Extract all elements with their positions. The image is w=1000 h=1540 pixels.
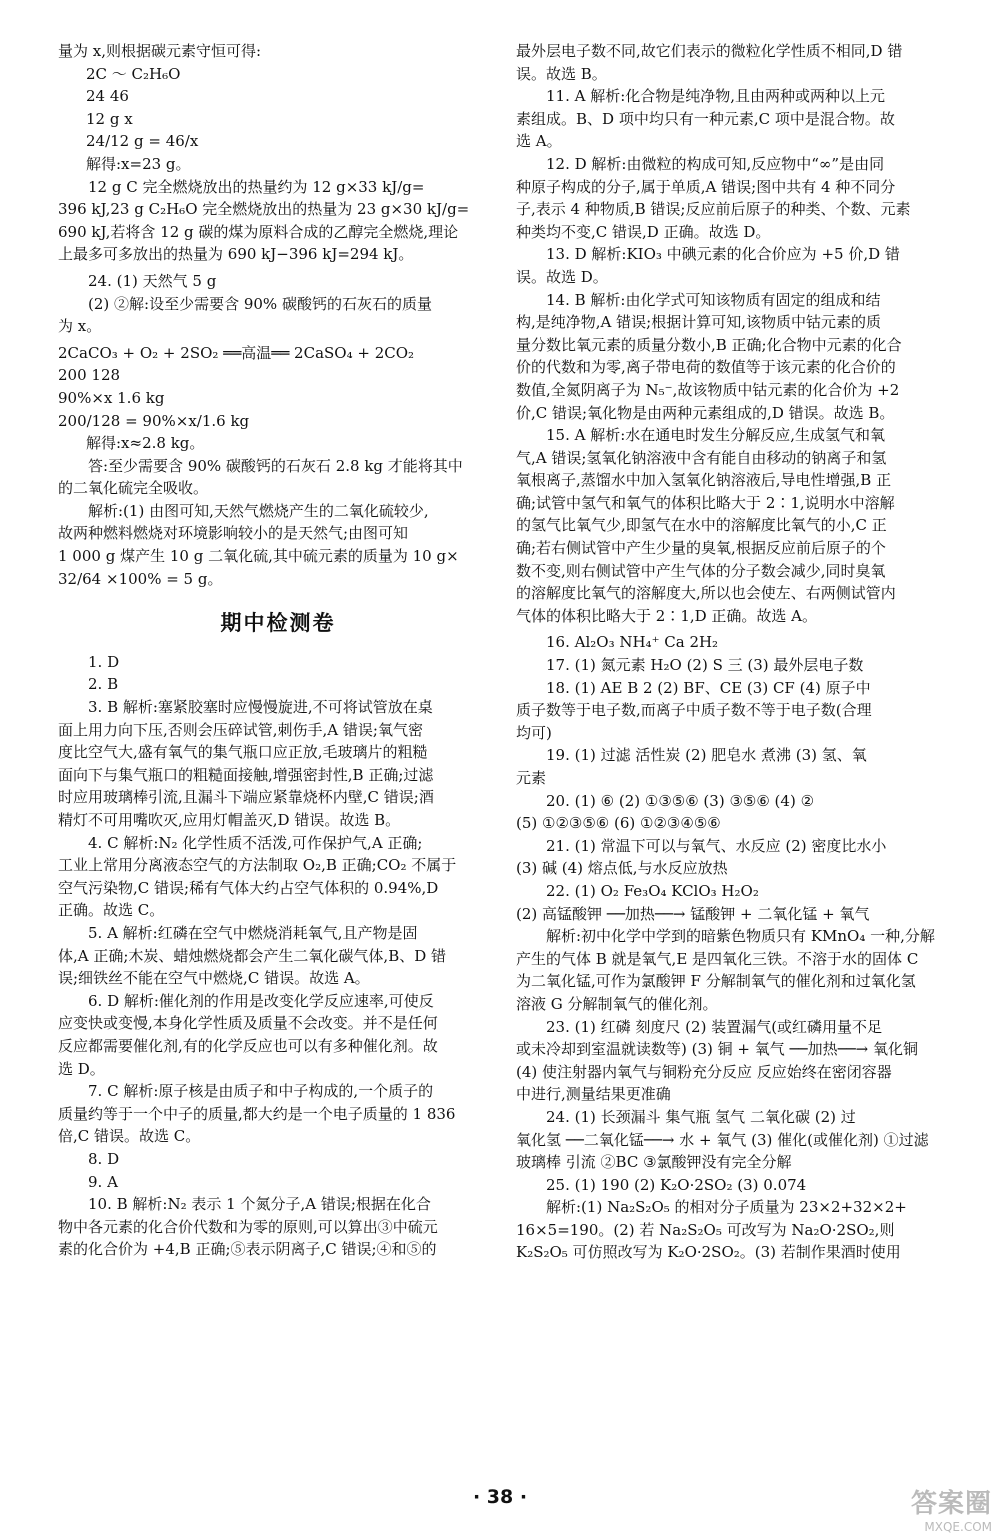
right-column bbox=[516, 40, 962, 1264]
text-line: 6. D 解析:催化剂的作用是改变化学反应速率,可使反 bbox=[88, 991, 434, 1010]
page-number: · 38 · bbox=[472, 1486, 528, 1508]
text-line: 10. B 解析:N₂ 表示 1 个氮分子,A 错误;根据在化合 bbox=[88, 1195, 431, 1214]
text-line: 18. (1) AE B 2 (2) BF、CE (3) CF (4) 原子中 bbox=[546, 678, 871, 697]
text-line: 上最多可多放出的热量为 690 kJ−396 kJ=294 kJ。 bbox=[58, 245, 414, 264]
text-line: 故两种燃料燃烧对环境影响较小的是天然气;由图可知 bbox=[58, 524, 409, 543]
text-line: 16×5=190。(2) 若 Na₂S₂O₅ 可改写为 Na₂O·2SO₂,则 bbox=[516, 1220, 895, 1239]
text-line: 工业上常用分离液态空气的方法制取 O₂,B 正确;CO₂ 不属于 bbox=[58, 856, 457, 875]
text-line: 22. (1) O₂ Fe₃O₄ KClO₃ H₂O₂ bbox=[546, 881, 759, 900]
text-line: 13. D 解析:KIO₃ 中碘元素的化合价应为 +5 价,D 错 bbox=[546, 245, 900, 264]
text-line: 确;试管中氢气和氧气的体积比略大于 2∶1,说明水中溶解 bbox=[516, 493, 895, 512]
text-line: 的溶解度比氧气的溶解度大,所以也会使左、右两侧试管内 bbox=[516, 584, 896, 603]
watermark-text: 答案圈 bbox=[910, 1489, 992, 1519]
text-line: 答:至少需要含 90% 碳酸钙的石灰石 2.8 kg 才能将其中 bbox=[88, 456, 463, 475]
text-line: 9. A bbox=[88, 1172, 118, 1191]
text-line: 氧根离子,蒸馏水中加入氢氧化钠溶液后,导电性增强,B 正 bbox=[516, 471, 892, 490]
text-line: (5) ①②③⑤⑥ (6) ①②③④⑤⑥ bbox=[516, 814, 721, 833]
text-line: K₂S₂O₅ 可仿照改写为 K₂O·2SO₂。(3) 若制作果酒时使用 bbox=[516, 1243, 901, 1262]
text-line: 或未冷却到室温就读数等) (3) 铜 + 氧气 ──加热──→ 氧化铜 bbox=[516, 1040, 918, 1059]
text-line: 17. (1) 氮元素 H₂O (2) S 三 (3) 最外层电子数 bbox=[546, 656, 864, 675]
text-line: 气体的体积比略大于 2∶1,D 正确。故选 A。 bbox=[516, 606, 818, 625]
text-line: 14. B 解析:由化学式可知该物质有固定的组成和结 bbox=[546, 290, 881, 309]
text-line: 精灯不可用嘴吹灭,应用灯帽盖灭,D 错误。故选 B。 bbox=[58, 811, 401, 829]
text-line: (4) 使注射器内氧气与铜粉充分反应 反应始终在密闭容器 bbox=[516, 1062, 892, 1081]
text-line: 素的化合价为 +4,B 正确;⑤表示阴离子,C 错误;④和⑤的 bbox=[58, 1240, 437, 1259]
text-line: 构,是纯净物,A 错误;根据计算可知,该物质中钴元素的质 bbox=[516, 313, 881, 332]
text-line: 氧化氢 ──二氧化锰──→ 水 + 氧气 (3) 催化(或催化剂) ①过滤 bbox=[516, 1130, 929, 1149]
text-line: 解析:(1) Na₂S₂O₅ 的相对分子质量为 23×2+32×2+ bbox=[546, 1198, 907, 1217]
text-line: 24/12 g = 46/x bbox=[86, 132, 199, 151]
text-line: 元素 bbox=[516, 769, 547, 787]
text-line: 解析:初中化学中学到的暗紫色物质只有 KMnO₄ 一种,分解 bbox=[546, 927, 935, 946]
text-line: 量分数比氧元素的质量分数小,B 正确;化合物中元素的化合 bbox=[516, 335, 902, 354]
text-line: 20. (1) ⑥ (2) ①③⑤⑥ (3) ③⑤⑥ (4) ② bbox=[546, 791, 815, 810]
text-line: 选 D。 bbox=[58, 1059, 105, 1078]
text-line: 16. Al₂O₃ NH₄⁺ Ca 2H₂ bbox=[546, 633, 719, 652]
text-line: 价的代数和为零,离子带电荷的数值等于该元素的化合价的 bbox=[516, 358, 896, 377]
text-line: 25. (1) 190 (2) K₂O·2SO₂ (3) 0.074 bbox=[546, 1175, 807, 1194]
text-line: 均可) bbox=[516, 723, 552, 742]
text-line: 3. B 解析:塞紧胶塞时应慢慢旋进,不可将试管放在桌 bbox=[88, 698, 433, 717]
text-line: 面上用力向下压,否则会压碎试管,刺伤手,A 错误;氧气密 bbox=[58, 720, 423, 739]
text-line: 质子数等于电子数,而离子中质子数不等于电子数(合理 bbox=[516, 701, 872, 720]
text-line: 玻璃棒 引流 ②BC ③氯酸钾没有完全分解 bbox=[516, 1153, 792, 1172]
text-line: 正确。故选 C。 bbox=[58, 901, 165, 920]
text-line: 数不变,则右侧试管中产生气体的分子数会减少,同时臭氧 bbox=[516, 561, 886, 580]
text-line: 90%×x 1.6 kg bbox=[58, 388, 165, 407]
watermark-url: MXQE.COM bbox=[924, 1520, 992, 1534]
text-line: 为 x。 bbox=[58, 317, 102, 336]
text-line: 的氢气比氧气少,即氢气在水中的溶解度比氧气的小,C 正 bbox=[516, 516, 887, 535]
watermark-logo bbox=[911, 1483, 992, 1534]
text-line: 12 g C 完全燃烧放出的热量约为 12 g×33 kJ/g= bbox=[88, 177, 425, 196]
text-line: 690 kJ,若将含 12 g 碳的煤为原料合成的乙醇完全燃烧,理论 bbox=[58, 222, 459, 241]
text-line: 确;若右侧试管中产生少量的臭氧,根据反应前后原子的个 bbox=[516, 539, 886, 558]
text-line: 396 kJ,23 g C₂H₆O 完全燃烧放出的热量为 23 g×30 kJ/g= bbox=[58, 200, 470, 219]
text-line: 5. A 解析:红磷在空气中燃烧消耗氧气,且产物是固 bbox=[88, 923, 418, 942]
text-line: 23. (1) 红磷 刻度尺 (2) 装置漏气(或红磷用量不足 bbox=[546, 1017, 883, 1036]
text-line: 反应都需要催化剂,有的化学反应也可以有多种催化剂。故 bbox=[58, 1036, 438, 1055]
text-line: 物中各元素的化合价代数和为零的原则,可以算出③中硫元 bbox=[58, 1217, 438, 1236]
section-title: 期中检测卷 bbox=[220, 611, 336, 636]
text-line: 空气污染物,C 错误;稀有气体大约占空气体积的 0.94%,D bbox=[58, 878, 439, 897]
text-line: 应变快或变慢,本身化学性质及质量不会改变。并不是任何 bbox=[58, 1014, 438, 1033]
text-line: 1. D bbox=[88, 652, 120, 671]
text-line: 种类均不变,C 错误,D 正确。故选 D。 bbox=[516, 222, 771, 241]
text-line: 价,C 错误;氧化物是由两种元素组成的,D 错误。故选 B。 bbox=[516, 403, 895, 422]
text-line: 倍,C 错误。故选 C。 bbox=[58, 1127, 201, 1146]
text-line: 15. A 解析:水在通电时发生分解反应,生成氢气和氧 bbox=[546, 426, 886, 445]
text-line: 2. B bbox=[88, 675, 119, 694]
text-line: 解析:(1) 由图可知,天然气燃烧产生的二氧化硫较少, bbox=[88, 501, 429, 520]
left-column bbox=[58, 40, 498, 1261]
text-line: 21. (1) 常温下可以与氧气、水反应 (2) 密度比水小 bbox=[546, 836, 887, 855]
text-line: 32/64 ×100% = 5 g。 bbox=[58, 569, 223, 588]
text-line: 24 46 bbox=[86, 87, 129, 106]
text-line: 24. (1) 天然气 5 g bbox=[88, 271, 217, 290]
text-line: 12 g x bbox=[86, 109, 133, 128]
text-line: 24. (1) 长颈漏斗 集气瓶 氢气 二氧化碳 (2) 过 bbox=[546, 1107, 856, 1126]
text-line: 2C ～ C₂H₆O bbox=[86, 64, 181, 83]
text-line: 为二氧化锰,可作为氯酸钾 F 分解制氧气的催化剂和过氧化氢 bbox=[516, 972, 916, 991]
text-line: 种原子构成的分子,属于单质,A 错误;图中共有 4 种不同分 bbox=[516, 177, 896, 196]
text-line: 误。故选 D。 bbox=[516, 267, 608, 286]
text-line: 的二氧化硫完全吸收。 bbox=[58, 479, 209, 498]
text-line: 体,A 正确;木炭、蜡烛燃烧都会产生二氧化碳气体,B、D 错 bbox=[58, 946, 447, 965]
text-line: 时应用玻璃棒引流,且漏斗下端应紧靠烧杯内壁,C 错误;酒 bbox=[58, 788, 434, 807]
text-line: 子,表示 4 种物质,B 错误;反应前后原子的种类、个数、元素 bbox=[516, 200, 911, 219]
text-line: 2CaCO₃ + O₂ + 2SO₂ ══高温══ 2CaSO₄ + 2CO₂ bbox=[58, 343, 415, 362]
text-line: 数值,全氮阴离子为 N₅⁻,故该物质中钴元素的化合价为 +2 bbox=[516, 380, 900, 399]
text-line: 度比空气大,盛有氧气的集气瓶口应正放,毛玻璃片的粗糙 bbox=[58, 743, 428, 762]
text-line: 溶液 G 分解制氧气的催化剂。 bbox=[516, 994, 718, 1013]
text-line: 产生的气体 B 就是氧气,E 是四氧化三铁。不溶于水的固体 C bbox=[516, 949, 919, 968]
text-line: 误;细铁丝不能在空气中燃烧,C 错误。故选 A。 bbox=[58, 969, 370, 988]
text-line: 11. A 解析:化合物是纯净物,且由两种或两种以上元 bbox=[546, 87, 886, 106]
text-line: 误。故选 B。 bbox=[516, 64, 607, 83]
text-line: 12. D 解析:由微粒的构成可知,反应物中“∞”是由同 bbox=[546, 154, 885, 173]
text-line: 200 128 bbox=[58, 366, 121, 385]
text-line: 4. C 解析:N₂ 化学性质不活泼,可作保护气,A 正确; bbox=[88, 833, 423, 852]
text-line: 质量约等于一个中子的质量,都大约是一个电子质量的 1 836 bbox=[58, 1104, 456, 1123]
text-line: 7. C 解析:原子核是由质子和中子构成的,一个质子的 bbox=[88, 1082, 434, 1101]
text-line: 选 A。 bbox=[516, 132, 562, 151]
text-line: 量为 x,则根据碳元素守恒可得: bbox=[58, 42, 262, 60]
text-line: 1 000 g 煤产生 10 g 二氧化硫,其中硫元素的质量为 10 g× bbox=[58, 547, 459, 566]
text-line: 面向下与集气瓶口的粗糙面接触,增强密封性,B 正确;过滤 bbox=[58, 765, 434, 784]
text-line: 素组成。B、D 项中均只有一种元素,C 项中是混合物。故 bbox=[516, 109, 895, 128]
text-line: 最外层电子数不同,故它们表示的微粒化学性质不相同,D 错 bbox=[516, 42, 903, 60]
text-line: 200/128 = 90%×x/1.6 kg bbox=[58, 411, 250, 430]
text-line: (2) 高锰酸钾 ──加热──→ 锰酸钾 + 二氧化锰 + 氧气 bbox=[516, 904, 870, 923]
text-line: 气,A 错误;氢氧化钠溶液中含有能自由移动的钠离子和氢 bbox=[516, 448, 887, 467]
text-line: 19. (1) 过滤 活性炭 (2) 肥皂水 煮沸 (3) 氢、氧 bbox=[546, 746, 867, 765]
text-line: 解得:x=23 g。 bbox=[86, 154, 191, 173]
text-line: 解得:x≈2.8 kg。 bbox=[86, 434, 205, 453]
text-line: (2) ②解:设至少需要含 90% 碳酸钙的石灰石的质量 bbox=[88, 294, 432, 313]
text-line: (3) 碱 (4) 熔点低,与水反应放热 bbox=[516, 859, 728, 878]
text-line: 中进行,测量结果更准确 bbox=[516, 1085, 671, 1104]
text-line: 8. D bbox=[88, 1149, 120, 1168]
